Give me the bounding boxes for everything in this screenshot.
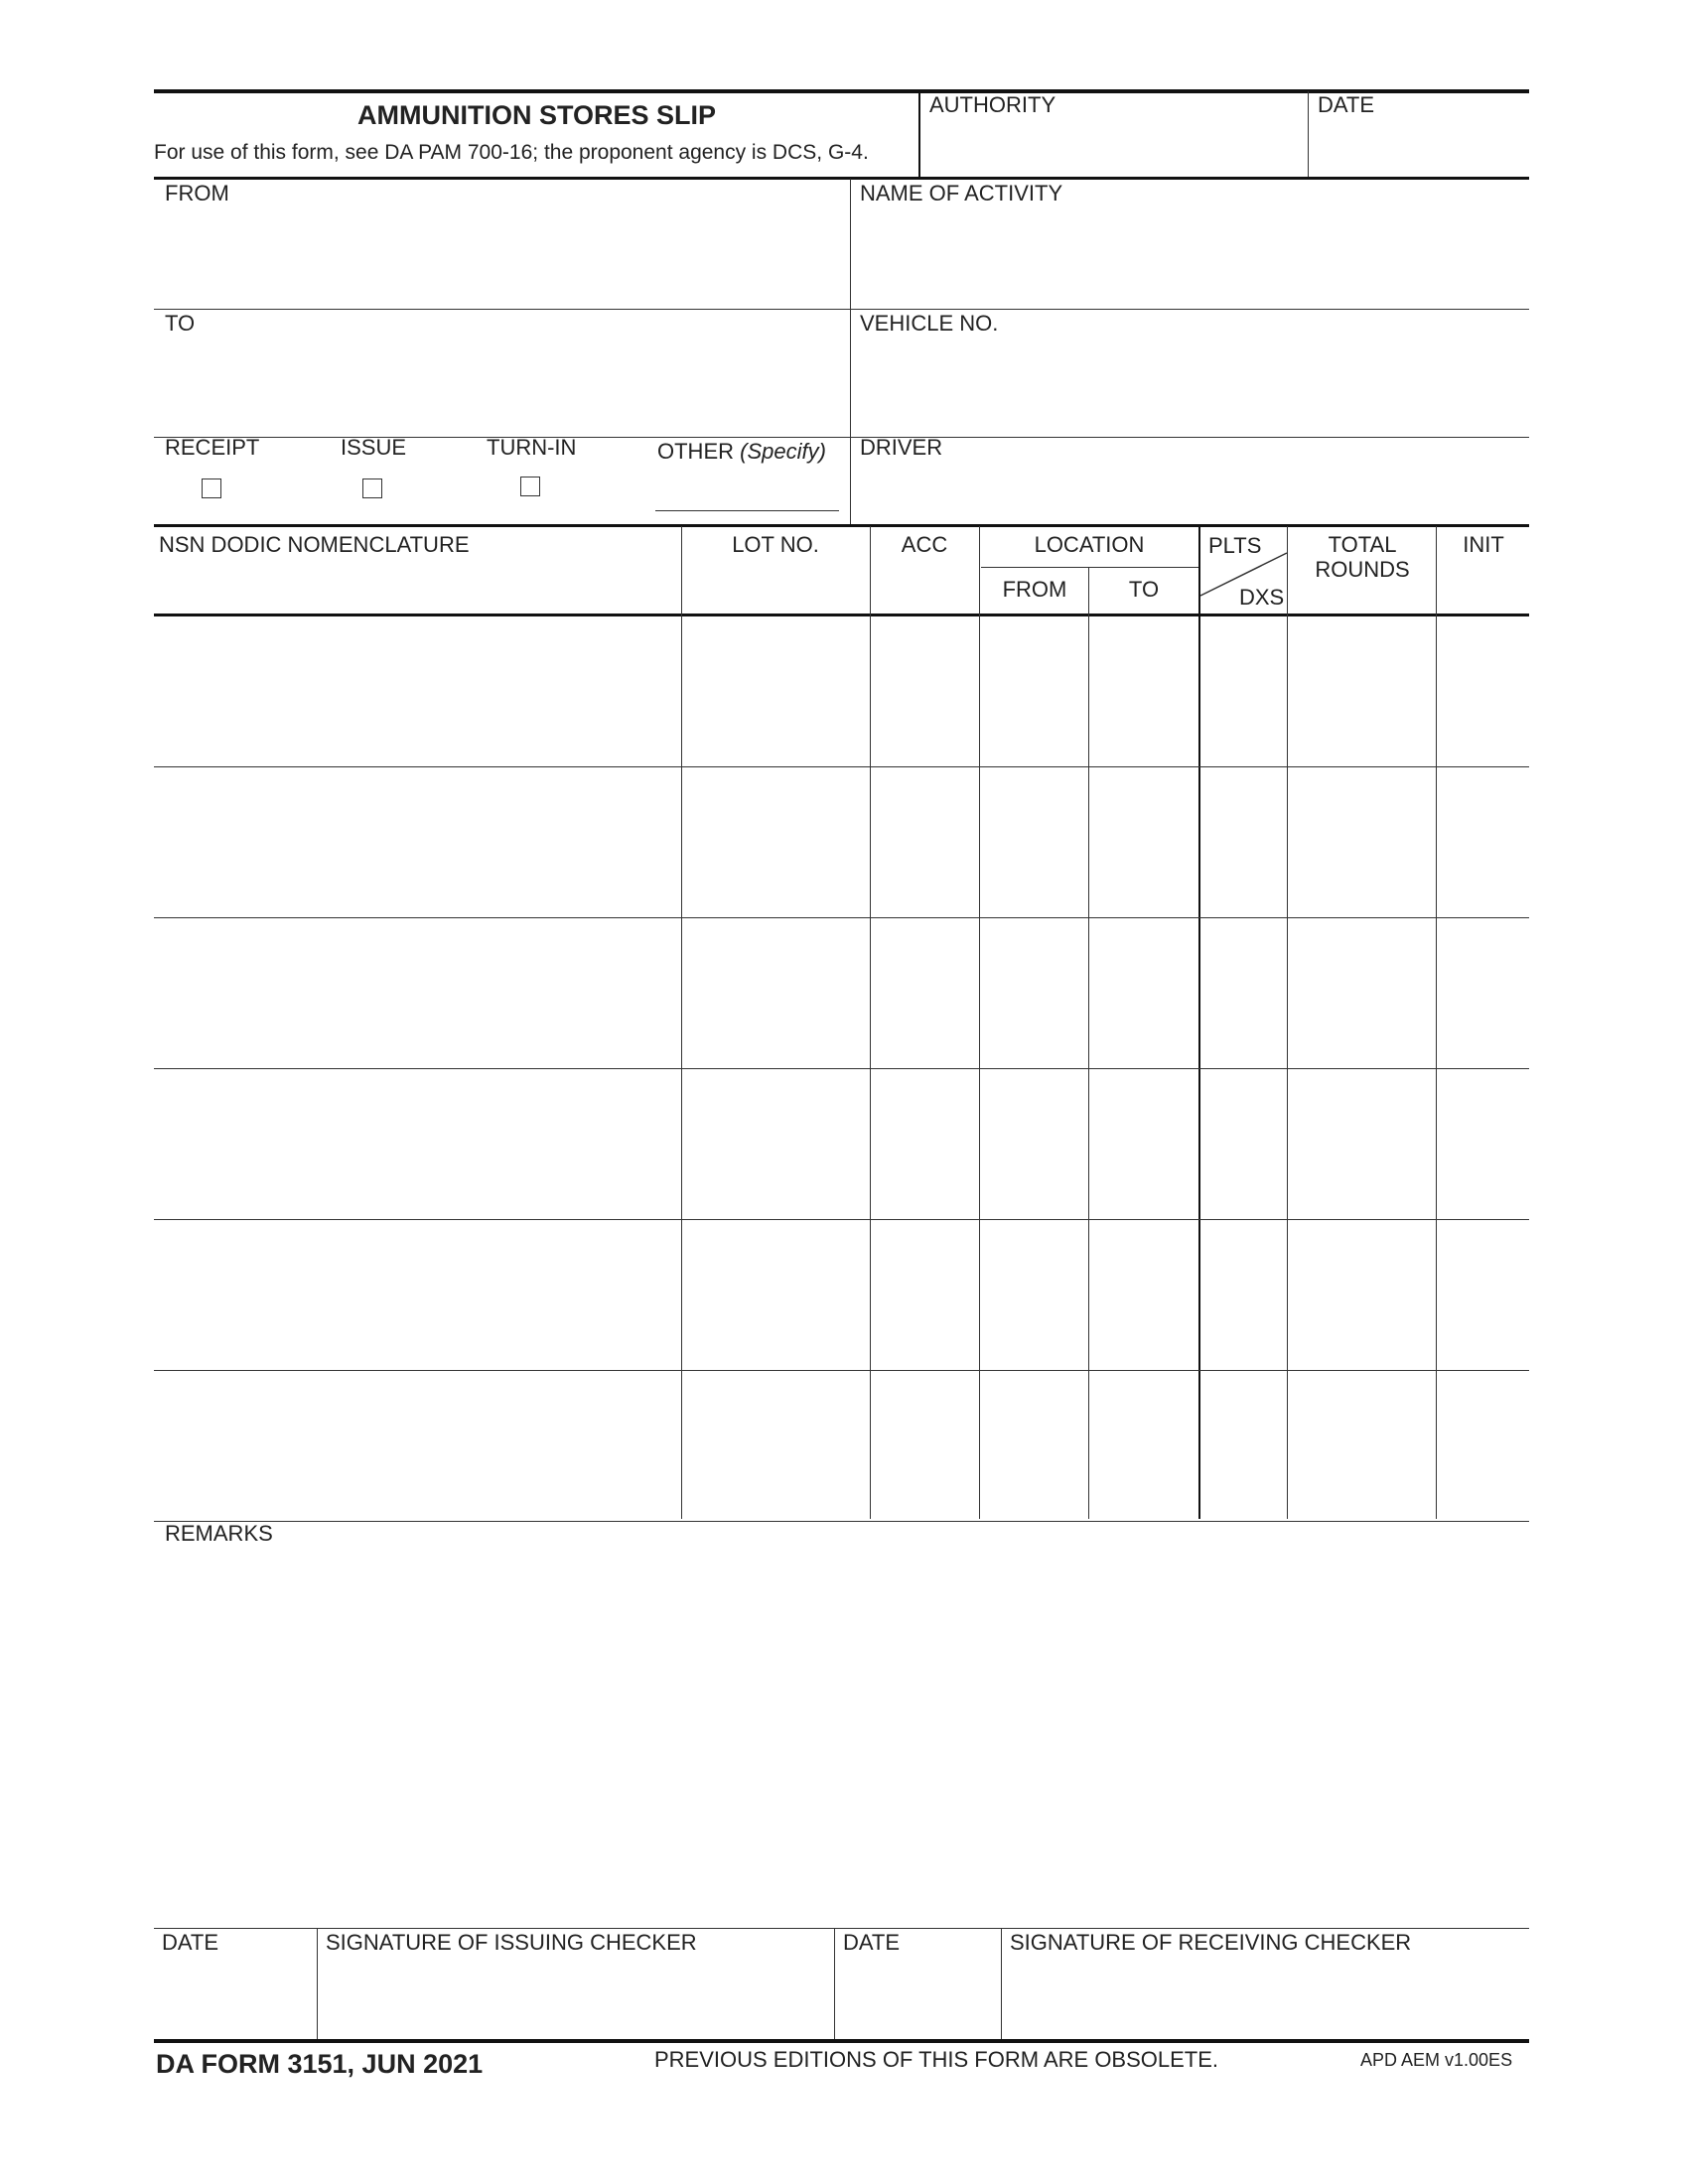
acc-cell[interactable] <box>873 617 977 764</box>
init-cell[interactable] <box>1439 1070 1527 1217</box>
to-field[interactable] <box>157 338 847 435</box>
loc-to-cell[interactable] <box>1091 768 1196 915</box>
authority-label: AUTHORITY <box>929 92 1056 117</box>
init-cell[interactable] <box>1439 919 1527 1066</box>
name-of-activity-label: NAME OF ACTIVITY <box>860 181 1063 205</box>
authority-field[interactable] <box>921 117 1304 177</box>
nsn-cell[interactable] <box>157 1070 679 1217</box>
acc-cell[interactable] <box>873 919 977 1066</box>
receipt-checkbox[interactable] <box>202 478 221 498</box>
table-header-bottom-line <box>154 614 1529 616</box>
signature-date-label-2: DATE <box>843 1930 901 1955</box>
row-line <box>154 917 1529 918</box>
turn-in-checkbox[interactable] <box>520 477 540 496</box>
col-header-location: LOCATION <box>1034 532 1145 557</box>
lot-cell[interactable] <box>684 768 868 915</box>
acc-cell[interactable] <box>873 768 977 915</box>
row-line <box>154 766 1529 767</box>
driver-label: DRIVER <box>860 435 943 460</box>
col-header-init: INIT <box>1463 532 1504 557</box>
lot-cell[interactable] <box>684 1221 868 1368</box>
total-rounds-cell[interactable] <box>1290 1221 1434 1368</box>
plts-dxs-cell[interactable] <box>1201 1221 1285 1368</box>
divider <box>834 1929 835 2039</box>
table-top-line <box>154 524 1529 527</box>
acc-cell[interactable] <box>873 1372 977 1519</box>
init-cell[interactable] <box>1439 617 1527 764</box>
signature-date-label-1: DATE <box>162 1930 219 1955</box>
form-id: DA FORM 3151, JUN 2021 <box>156 2049 484 2079</box>
loc-from-cell[interactable] <box>982 1372 1086 1519</box>
name-of-activity-field[interactable] <box>854 206 1527 306</box>
init-cell[interactable] <box>1439 1372 1527 1519</box>
date-field[interactable] <box>1311 117 1527 177</box>
obsolete-notice: PREVIOUS EDITIONS OF THIS FORM ARE OBSOLETE. <box>654 2047 1219 2072</box>
divider <box>918 91 920 179</box>
loc-from-cell[interactable] <box>982 1070 1086 1217</box>
divider <box>1308 91 1309 179</box>
loc-to-cell[interactable] <box>1091 1070 1196 1217</box>
nsn-cell[interactable] <box>157 1221 679 1368</box>
driver-field[interactable] <box>854 461 1527 520</box>
remarks-label: REMARKS <box>165 1521 273 1546</box>
total-rounds-cell[interactable] <box>1290 919 1434 1066</box>
lot-cell[interactable] <box>684 617 868 764</box>
plts-dxs-cell[interactable] <box>1201 1372 1285 1519</box>
total-rounds-cell[interactable] <box>1290 1070 1434 1217</box>
form-subtitle: For use of this form, see DA PAM 700-16; the proponent agency is DCS, G-4. <box>154 141 869 164</box>
total-rounds-cell[interactable] <box>1290 617 1434 764</box>
loc-from-cell[interactable] <box>982 768 1086 915</box>
from-label: FROM <box>165 181 229 205</box>
receiving-date-field[interactable] <box>839 1958 998 2037</box>
col-header-total-rounds-1: TOTAL <box>1328 532 1397 557</box>
nsn-cell[interactable] <box>157 919 679 1066</box>
signature-top-line <box>154 1928 1529 1929</box>
date-label: DATE <box>1318 92 1375 117</box>
divider <box>317 1929 318 2039</box>
to-label: TO <box>165 311 196 336</box>
other-underline <box>655 510 839 511</box>
col-header-loc-to: TO <box>1128 577 1160 602</box>
row-line <box>154 1370 1529 1371</box>
col-header-total-rounds-2: ROUNDS <box>1315 557 1410 582</box>
col-header-dxs: DXS <box>1239 585 1285 610</box>
location-divider <box>981 567 1198 568</box>
row-line <box>154 1219 1529 1220</box>
vehicle-no-field[interactable] <box>854 338 1527 435</box>
footer-line <box>154 2039 1529 2043</box>
row-line <box>154 309 1529 310</box>
other-label <box>657 440 826 464</box>
row-line <box>154 1521 1529 1522</box>
receipt-label: RECEIPT <box>165 435 260 460</box>
loc-to-cell[interactable] <box>1091 919 1196 1066</box>
form-version: APD AEM v1.00ES <box>1360 2050 1513 2070</box>
other-specify-field[interactable] <box>655 477 839 508</box>
acc-cell[interactable] <box>873 1070 977 1217</box>
turn-in-label: TURN-IN <box>487 435 577 460</box>
col-header-loc-from: FROM <box>1002 577 1067 602</box>
init-cell[interactable] <box>1439 768 1527 915</box>
divider <box>1001 1929 1002 2039</box>
plts-dxs-cell[interactable] <box>1201 919 1285 1066</box>
receiving-checker-label: SIGNATURE OF RECEIVING CHECKER <box>1010 1930 1412 1955</box>
divider <box>850 179 851 524</box>
loc-from-cell[interactable] <box>982 1221 1086 1368</box>
loc-to-cell[interactable] <box>1091 1372 1196 1519</box>
other-label-text: OTHER <box>657 439 734 464</box>
acc-cell[interactable] <box>873 1221 977 1368</box>
col-header-plts: PLTS <box>1208 533 1262 558</box>
from-field[interactable] <box>157 206 847 306</box>
plts-dxs-cell[interactable] <box>1201 768 1285 915</box>
nsn-cell[interactable] <box>157 617 679 764</box>
issue-checkbox[interactable] <box>362 478 382 498</box>
plts-dxs-cell[interactable] <box>1201 1070 1285 1217</box>
issuing-checker-signature-field[interactable] <box>322 1958 830 2037</box>
nsn-cell[interactable] <box>157 768 679 915</box>
issuing-checker-label: SIGNATURE OF ISSUING CHECKER <box>326 1930 697 1955</box>
total-rounds-cell[interactable] <box>1290 768 1434 915</box>
nsn-cell[interactable] <box>157 1372 679 1519</box>
issuing-date-field[interactable] <box>157 1958 314 2037</box>
init-cell[interactable] <box>1439 1221 1527 1368</box>
vehicle-no-label: VEHICLE NO. <box>860 311 999 336</box>
lot-cell[interactable] <box>684 919 868 1066</box>
col-header-lot: LOT NO. <box>732 532 819 557</box>
form-title: AMMUNITION STORES SLIP <box>357 100 717 130</box>
loc-from-cell[interactable] <box>982 617 1086 764</box>
header-bottom-line <box>154 177 1529 180</box>
other-specify-text: (Specify) <box>740 439 826 464</box>
col-divider <box>1088 568 1089 1519</box>
total-rounds-cell[interactable] <box>1290 1372 1434 1519</box>
col-header-acc: ACC <box>901 532 948 557</box>
loc-to-cell[interactable] <box>1091 1221 1196 1368</box>
lot-cell[interactable] <box>684 1372 868 1519</box>
row-line <box>154 1068 1529 1069</box>
receiving-checker-signature-field[interactable] <box>1006 1958 1527 2037</box>
issue-label: ISSUE <box>341 435 407 460</box>
loc-from-cell[interactable] <box>982 919 1086 1066</box>
remarks-field[interactable] <box>157 1549 1527 1926</box>
lot-cell[interactable] <box>684 1070 868 1217</box>
loc-to-cell[interactable] <box>1091 617 1196 764</box>
col-header-nsn: NSN DODIC NOMENCLATURE <box>159 532 470 557</box>
plts-dxs-cell[interactable] <box>1201 617 1285 764</box>
